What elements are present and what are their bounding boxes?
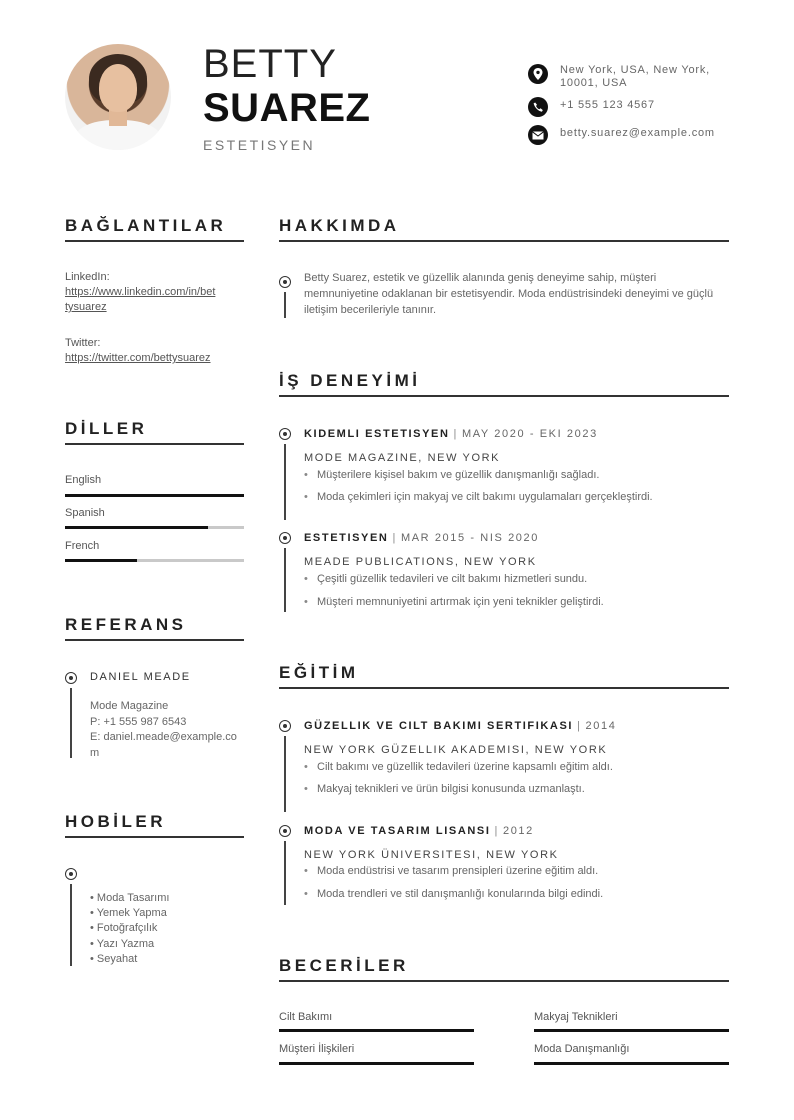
- language-french: French: [65, 540, 100, 552]
- contact-phone: +1 555 123 4567: [528, 97, 730, 117]
- list-item: • Yemek Yapma: [90, 907, 167, 920]
- skill-bar: [534, 1029, 729, 1032]
- profile-photo: [65, 44, 171, 150]
- job-title: ESTETISYEN: [203, 137, 316, 153]
- education-org: NEW YORK GÜZELLIK AKADEMISI, NEW YORK: [304, 744, 608, 756]
- education-entry-header: MODA VE TASARIM LISANSI | 2012: [304, 825, 534, 837]
- reference-rule: [65, 639, 244, 641]
- twitter-label: Twitter:: [65, 337, 101, 349]
- timeline-dot: [65, 672, 77, 684]
- linkedin-label: LinkedIn:: [65, 271, 110, 283]
- reference-name: DANIEL MEADE: [90, 671, 191, 683]
- reference-details: Mode Magazine P: +1 555 987 6543 E: daniel.meade@example.com: [90, 700, 237, 759]
- reference-title: REFERANS: [65, 615, 187, 634]
- list-item: • Moda endüstrisi ve tasarım prensipleri üzerine eğitim aldı.: [304, 865, 599, 877]
- language-english: English: [65, 474, 102, 486]
- envelope-icon: [528, 125, 548, 145]
- list-item: • Çeşitli güzellik tedavileri ve cilt bakımı hizmetleri sundu.: [304, 573, 588, 585]
- hobbies-title: HOBİLER: [65, 812, 166, 831]
- skills-title: BECERİLER: [279, 956, 409, 975]
- about-text: Betty Suarez, estetik ve güzellik alanında geniş deneyime sahip, müşteri memnuniyetine odaklanan bir estetisyendir. Moda endüstrisindeki deneyimi ve güçlü iletişim becerileriyle tanınır.: [304, 272, 714, 316]
- links-block: [65, 270, 245, 366]
- list-item: • Moda çekimleri için makyaj ve cilt bakımı uygulamaları gerçekleştirdi.: [304, 491, 653, 503]
- links-rule: [65, 240, 244, 242]
- timeline-dot: [279, 532, 291, 544]
- timeline-line: [70, 688, 72, 758]
- language-spanish: Spanish: [65, 507, 105, 519]
- education-org: NEW YORK ÜNIVERSITESI, NEW YORK: [304, 849, 559, 861]
- language-bar-french: [65, 559, 244, 562]
- timeline-line: [284, 548, 286, 612]
- education-rule: [279, 687, 729, 689]
- list-item: • Moda Tasarımı: [90, 892, 170, 904]
- list-item: • Moda trendleri ve stil danışmanlığı konularında bilgi edindi.: [304, 888, 604, 900]
- first-name: BETTY: [203, 42, 337, 86]
- experience-org: MEADE PUBLICATIONS, NEW YORK: [304, 556, 537, 568]
- skill-bar: [279, 1062, 474, 1065]
- list-item: • Müşteri memnuniyetini artırmak için yeni teknikler geliştirdi.: [304, 596, 604, 608]
- timeline-line: [284, 292, 286, 318]
- timeline-line: [284, 736, 286, 812]
- list-item: • Müşterilere kişisel bakım ve güzellik danışmanlığı sağladı.: [304, 469, 600, 481]
- skill-label: Moda Danışmanlığı: [534, 1043, 630, 1055]
- timeline-line: [70, 884, 72, 966]
- experience-entry-header: ESTETISYEN | MAR 2015 - NIS 2020: [304, 532, 539, 544]
- experience-title: İŞ DENEYİMİ: [279, 371, 421, 390]
- skill-label: Cilt Bakımı: [279, 1011, 333, 1023]
- experience-rule: [279, 395, 729, 397]
- timeline-dot: [65, 868, 77, 880]
- timeline-dot: [279, 825, 291, 837]
- list-item: • Makyaj teknikleri ve ürün bilgisi konusunda uzmanlaştı.: [304, 783, 585, 795]
- hobbies-rule: [65, 836, 244, 838]
- list-item: • Seyahat: [90, 952, 138, 965]
- education-title: EĞİTİM: [279, 663, 359, 682]
- timeline-dot: [279, 276, 291, 288]
- twitter-link[interactable]: https://twitter.com/bettysuarez: [65, 352, 211, 364]
- skill-label: Müşteri İlişkileri: [279, 1043, 355, 1055]
- last-name: SUAREZ: [203, 86, 371, 130]
- list-item: • Yazı Yazma: [90, 937, 155, 950]
- timeline-dot: [279, 428, 291, 440]
- languages-rule: [65, 443, 244, 445]
- timeline-dot: [279, 720, 291, 732]
- contact-address: New York, USA, New York, 10001, USA: [528, 64, 730, 90]
- linkedin-link[interactable]: https://www.linkedin.com/in/bet: [65, 286, 216, 298]
- education-entry-header: GÜZELLIK VE CILT BAKIMI SERTIFIKASI | 2014: [304, 720, 617, 732]
- skills-rule: [279, 980, 729, 982]
- experience-org: MODE MAGAZINE, NEW YORK: [304, 452, 501, 464]
- language-bar-english: [65, 494, 244, 497]
- languages-title: DİLLER: [65, 419, 148, 438]
- contact-email: betty.suarez@example.com: [528, 125, 730, 145]
- linkedin-link-cont[interactable]: tysuarez: [65, 301, 107, 313]
- location-pin-icon: [528, 64, 548, 84]
- timeline-line: [284, 841, 286, 905]
- list-item: • Cilt bakımı ve güzellik tedavileri üzerine kapsamlı eğitim aldı.: [304, 761, 613, 773]
- list-item: • Fotoğrafçılık: [90, 922, 158, 935]
- hobby-list: [90, 891, 169, 967]
- phone-icon: [528, 97, 548, 117]
- about-rule: [279, 240, 729, 242]
- skill-bar: [534, 1062, 729, 1065]
- timeline-line: [284, 444, 286, 520]
- language-bar-spanish: [65, 526, 244, 529]
- experience-entry-header: KIDEMLI ESTETISYEN | MAY 2020 - EKI 2023: [304, 428, 598, 440]
- about-title: HAKKIMDA: [279, 216, 400, 235]
- links-title: BAĞLANTILAR: [65, 216, 227, 235]
- skill-bar: [279, 1029, 474, 1032]
- skill-label: Makyaj Teknikleri: [534, 1011, 618, 1023]
